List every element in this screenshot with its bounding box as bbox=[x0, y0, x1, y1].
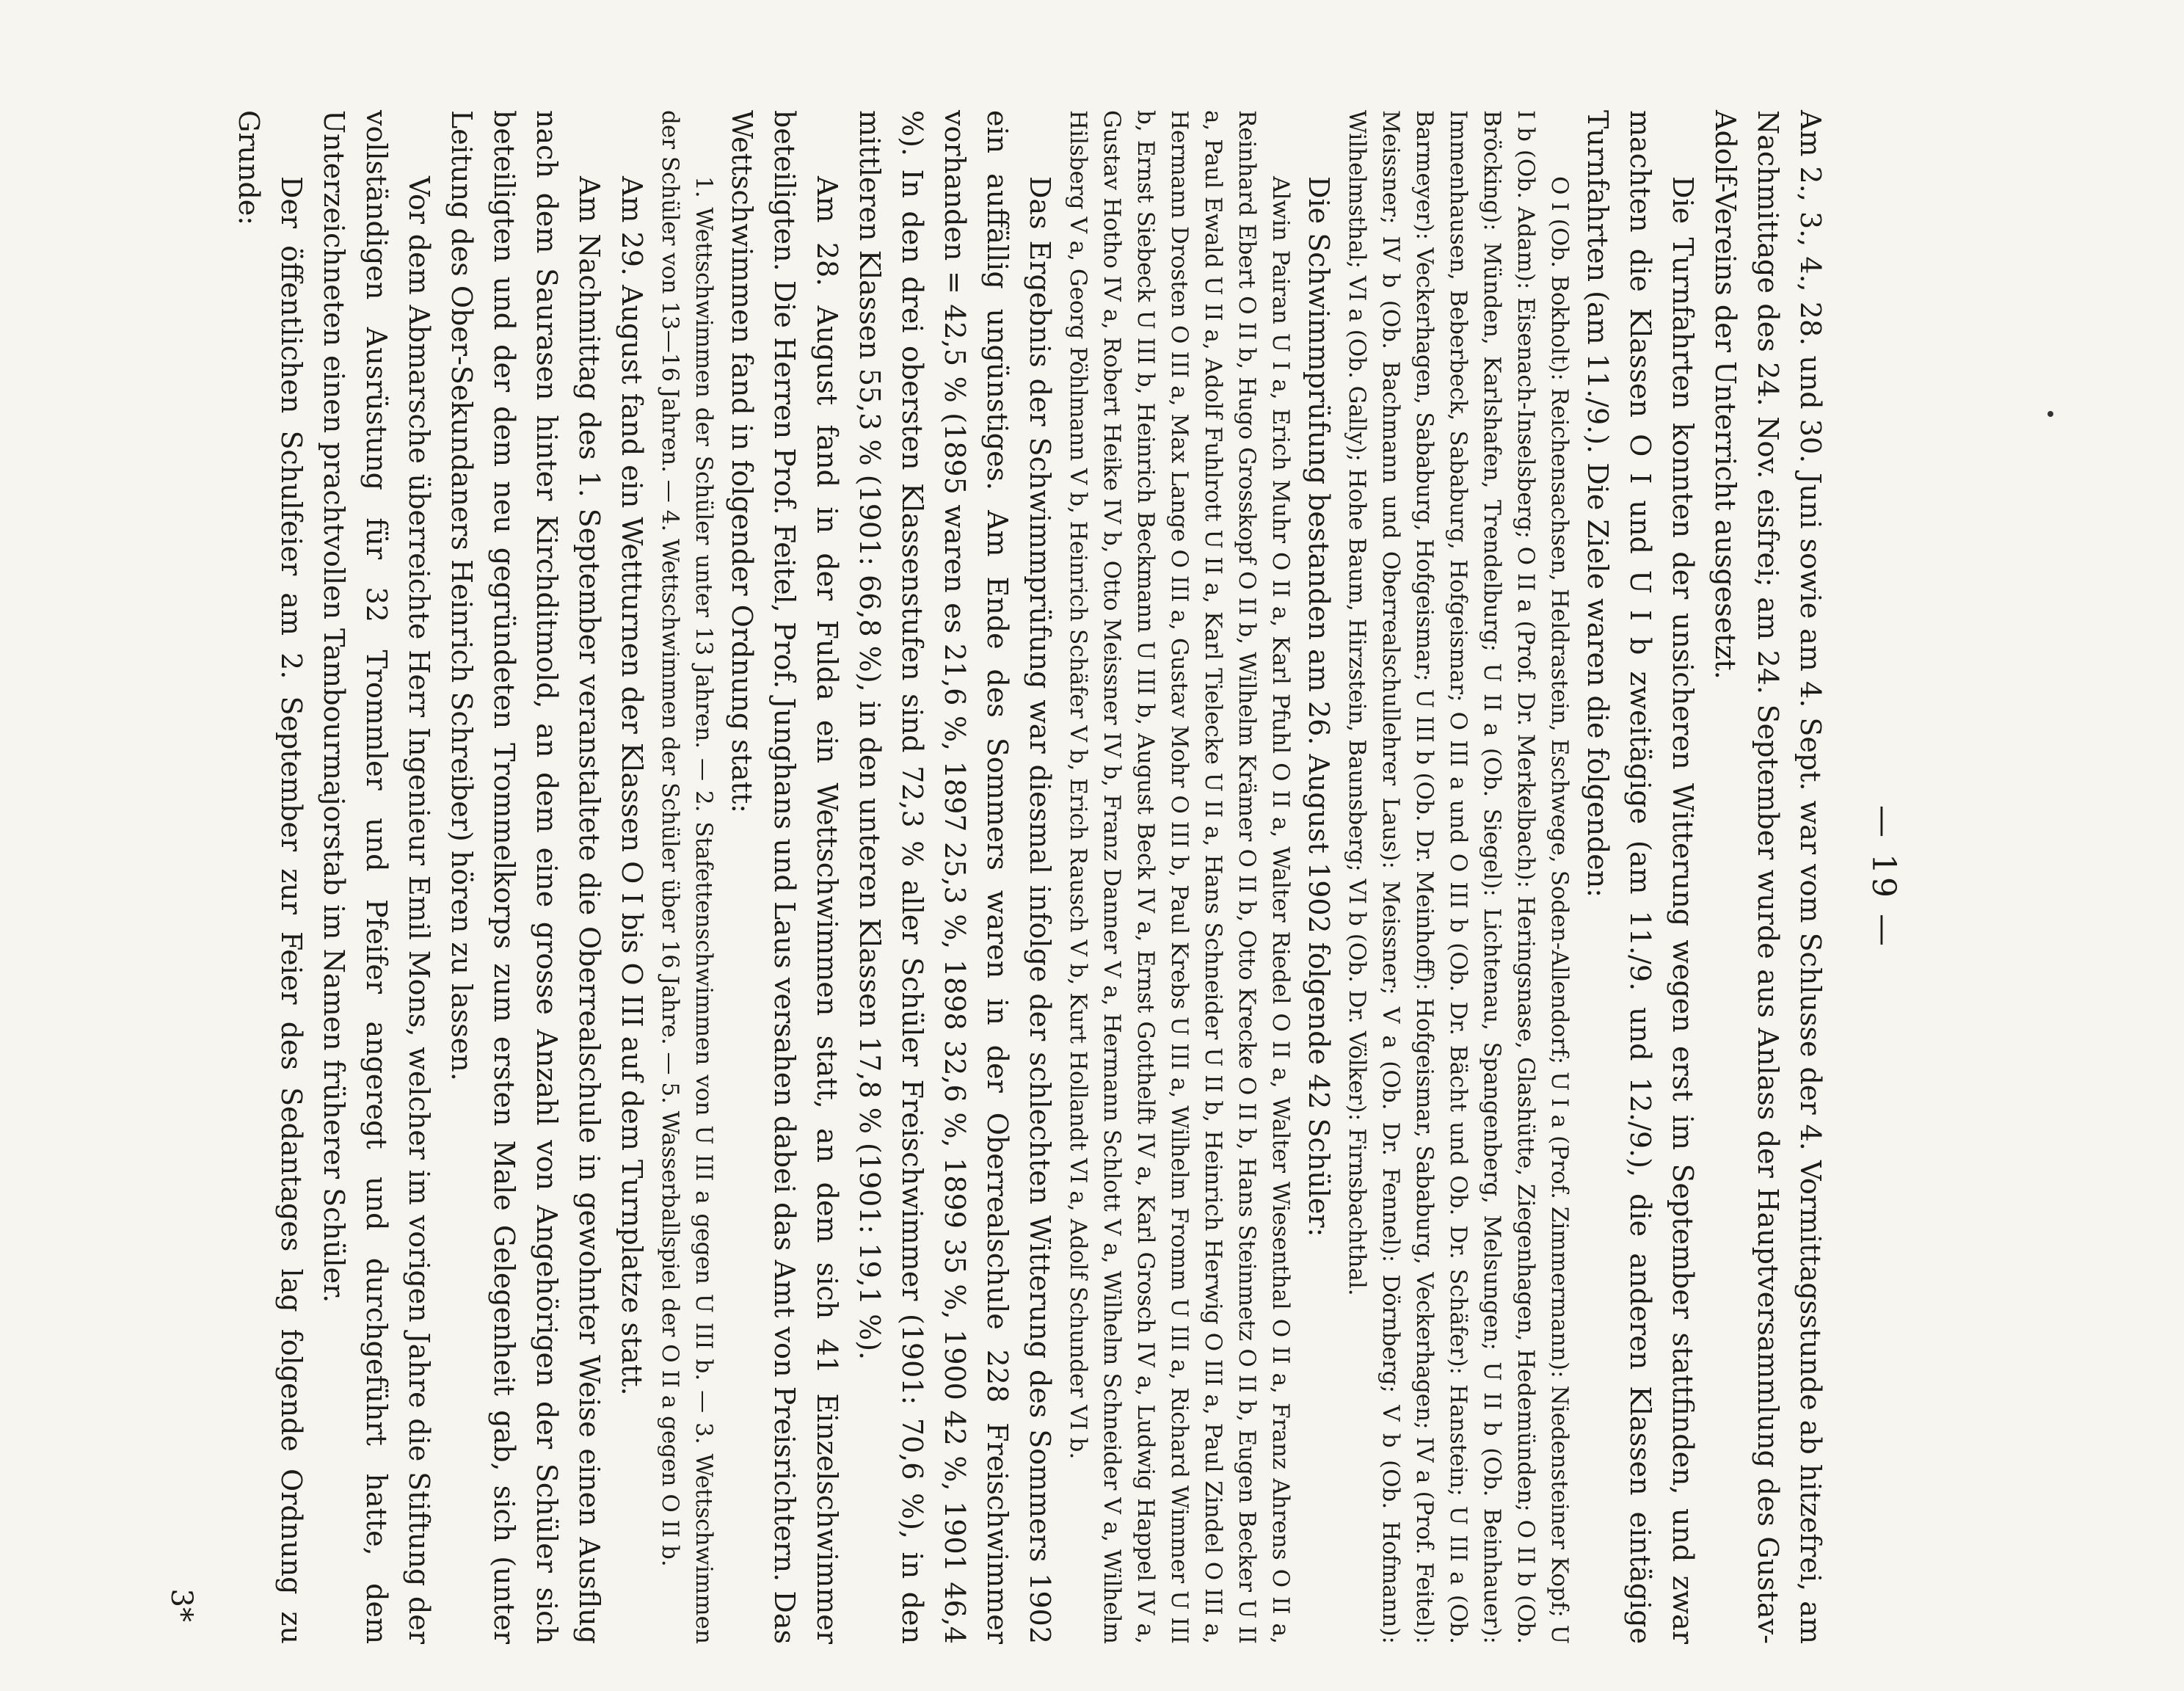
paragraph-turnfahrten: Die Turnfahrten konnten der unsicheren Witterung wegen erst im September stattfinden, und zwar machten die Klassen O I und U I b zweitägige (am 11./9. und 12./9.), die anderen Klassen eintägige Turnfahrten (am 11./9.). Die Ziele waren die folgenden: bbox=[1581, 110, 1699, 1644]
paragraph-wettturnen: Am 29. August fand ein Wettturnen der Klassen O I bis O III auf dem Turnplatze statt. bbox=[616, 176, 648, 1396]
paragraph-wettschwimmen-ordnung: 1. Wettschwimmen der Schüler unter 13 Jahren. — 2. Stafettenschwimmen von U III a gegen U III b. — 3. Wettschwimmen der Schüler von 13—16 Jahren. — 4. Wettschwimmen der Schüler über 16 Jahre. — 5. Wasserballspiel der O II a gegen O II b. bbox=[657, 110, 717, 1644]
ink-dot bbox=[2048, 411, 2053, 417]
paragraph-schueler-liste: Alwin Pairan U I a, Erich Muhr O II a, Karl Pfuhl O II a, Walter Riedel O II a, Walter Wiesenthal O II a, Franz Ahrens O II a, Reinhard Ebert O II b, Hugo Grosskopf O II b, Wilhelm Krämer O II b, Otto Krecke O II b, Hans Steinmetz O II b, Eugen Becker U II a, Paul Ewald U II a, Adolf Fuhlrott U II a, Karl Tielecke U II a, Hans Schneider U II b, Heinrich Herwig O III a, Paul Zindel O III a, Hermann Drosten O III a, Max Lange O III a, Gustav Mohr O III b, Paul Krebs U III a, Wilhelm Fromm U III a, Richard Wimmer U III b, Ernst Siebeck U III b, Heinrich Beckmann U III b, August Beck IV a, Ernst Gotthelft IV a, Karl Grosch IV a, Ludwig Happel IV a, Gustav Hotho IV a, Robert Heike IV b, Otto Meissner IV b, Franz Danner V a, Hermann Schlott V a, Wilhelm Schneider V a, Wilhelm Hilsberg V a, Georg Pöhlmann V b, Heinrich Schäfer V b, Erich Rausch V b, Kurt Hollandt VI a, Adolf Schunder VI b. bbox=[1065, 110, 1294, 1644]
page-number: — 19 — bbox=[1865, 805, 1902, 949]
paragraph-wettschwimmen: Am 28. August fand in der Fulda ein Wettschwimmen statt, an dem sich 41 Einzelschwimmer beteiligten. Die Herren Prof. Feitel, Prof. Junghans und Laus versahen dabei das Amt von Preisrichtern. Das Wettschwimmen fand in folgender Ordnung statt: bbox=[726, 110, 843, 1644]
paragraph-tambourmajorstab: Vor dem Abmarsche überreichte Herr Ingenieur Emil Mons, welcher im vorigen Jahre die Stiftung der vollständigen Ausrüstung für 32 Trommler und Pfeifer angeregt und durchgeführt hatte, dem Unterzeichneten einen prachtvollen Tambourmajorstab im Namen früherer Schüler. bbox=[318, 110, 435, 1644]
paragraph-ergebnis: Das Ergebnis der Schwimmprüfung war diesmal infolge der schlechten Witterung des Sommers 1902 ein auffällig ungünstiges. Am Ende des Sommers waren in der Oberrealschule 228 Freischwimmer vorhanden = 42,5 % (1895 waren es 21,6 %, 1897 25,3 %, 1898 32,6 %, 1899 35 %, 1900 42 %, 1901 46,4 %). In den drei obersten Klassenstufen sind 72,3 % aller Schüler Freischwimmer (1901: 70,6 %), in den mittleren Klassen 55,3 % (1901: 66,8 %), in den unteren Klassen 17,8 % (1901: 19,1 %). bbox=[853, 110, 1056, 1644]
paragraph-ausflug: Am Nachmittag des 1. September veranstaltete die Oberrealschule in gewohnter Weise einen Ausflug nach dem Saurasen hinter Kirchditmold, an dem eine grosse Anzahl von Angehörigen der Schüler sich beteiligten und der dem neu gegründeten Trommelkorps zum ersten Male Gelegenheit gab, sich (unter Leitung des Ober-Sekundaners Heinrich Schreiber) hören zu lassen. bbox=[445, 110, 605, 1644]
paragraph-hitzefrei: Am 2., 3., 4., 28. und 30. Juni sowie am 4. Sept. war vom Schlusse der 4. Vormittagsstunde ab hitzefrei, am Nachmittage des 24. Nov. eisfrei; am 24. September wurde aus Anlass der Hauptversammlung des Gustav-Adolf-Vereins der Unterricht ausgesetzt. bbox=[1709, 110, 1827, 1644]
text-body bbox=[228, 110, 1832, 1644]
paragraph-turnfahrten-ziele: O I (Ob. Bokholt): Reichensachsen, Heldrastein, Eschwege, Soden-Allendorf; U I a (Prof. Zimmermann): Niedensteiner Kopf; U I b (Ob. Adam): Eisenach-Inselsberg; O II a (Prof. Dr. Merkelbach): Heringsnase, Glashütte, Ziegenhagen, Hedemünden; O II b (Ob. Bröcking): Münden, Karlshafen, Trendelburg; U II a (Ob. Siegel): Lichtenau, Spangenberg, Melsungen; U II b (Ob. Beinhauer): Immenhausen, Beberbeck, Sababurg, Hofgeismar; O III a und O III b (Ob. Dr. Bächt und Ob. Dr. Schäfer): Hanstein; U III a (Ob. Barmeyer): Veckerhagen, Sababurg, Hofgeismar; U III b (Ob. Dr. Meinhoff): Hofgeismar, Sababurg, Veckerhagen; IV a (Prof. Feitel): Meissner; IV b (Ob. Bachmann und Oberrealschullehrer Laus): Meissner; V a (Ob. Dr. Fennel): Dörnberg; V b (Ob. Hofmann): Wilhelmsthal; VI a (Ob. Gally); Hohe Baum, Hirzstein, Baunsberg; VI b (Ob. Dr. Völker): Firnsbachthal. bbox=[1344, 110, 1573, 1644]
signature-mark: 3* bbox=[164, 1588, 198, 1622]
page-content bbox=[164, 66, 1902, 1666]
paragraph-schulfeier: Der öffentlichen Schulfeier am 2. September zur Feier des Sedantages lag folgende Ordnung zu Grunde: bbox=[233, 110, 307, 1644]
paragraph-schwimmpruefung: Die Schwimmprüfung bestanden am 26. August 1902 folgende 42 Schüler: bbox=[1303, 176, 1335, 1237]
rotated-page bbox=[164, 66, 1902, 1666]
